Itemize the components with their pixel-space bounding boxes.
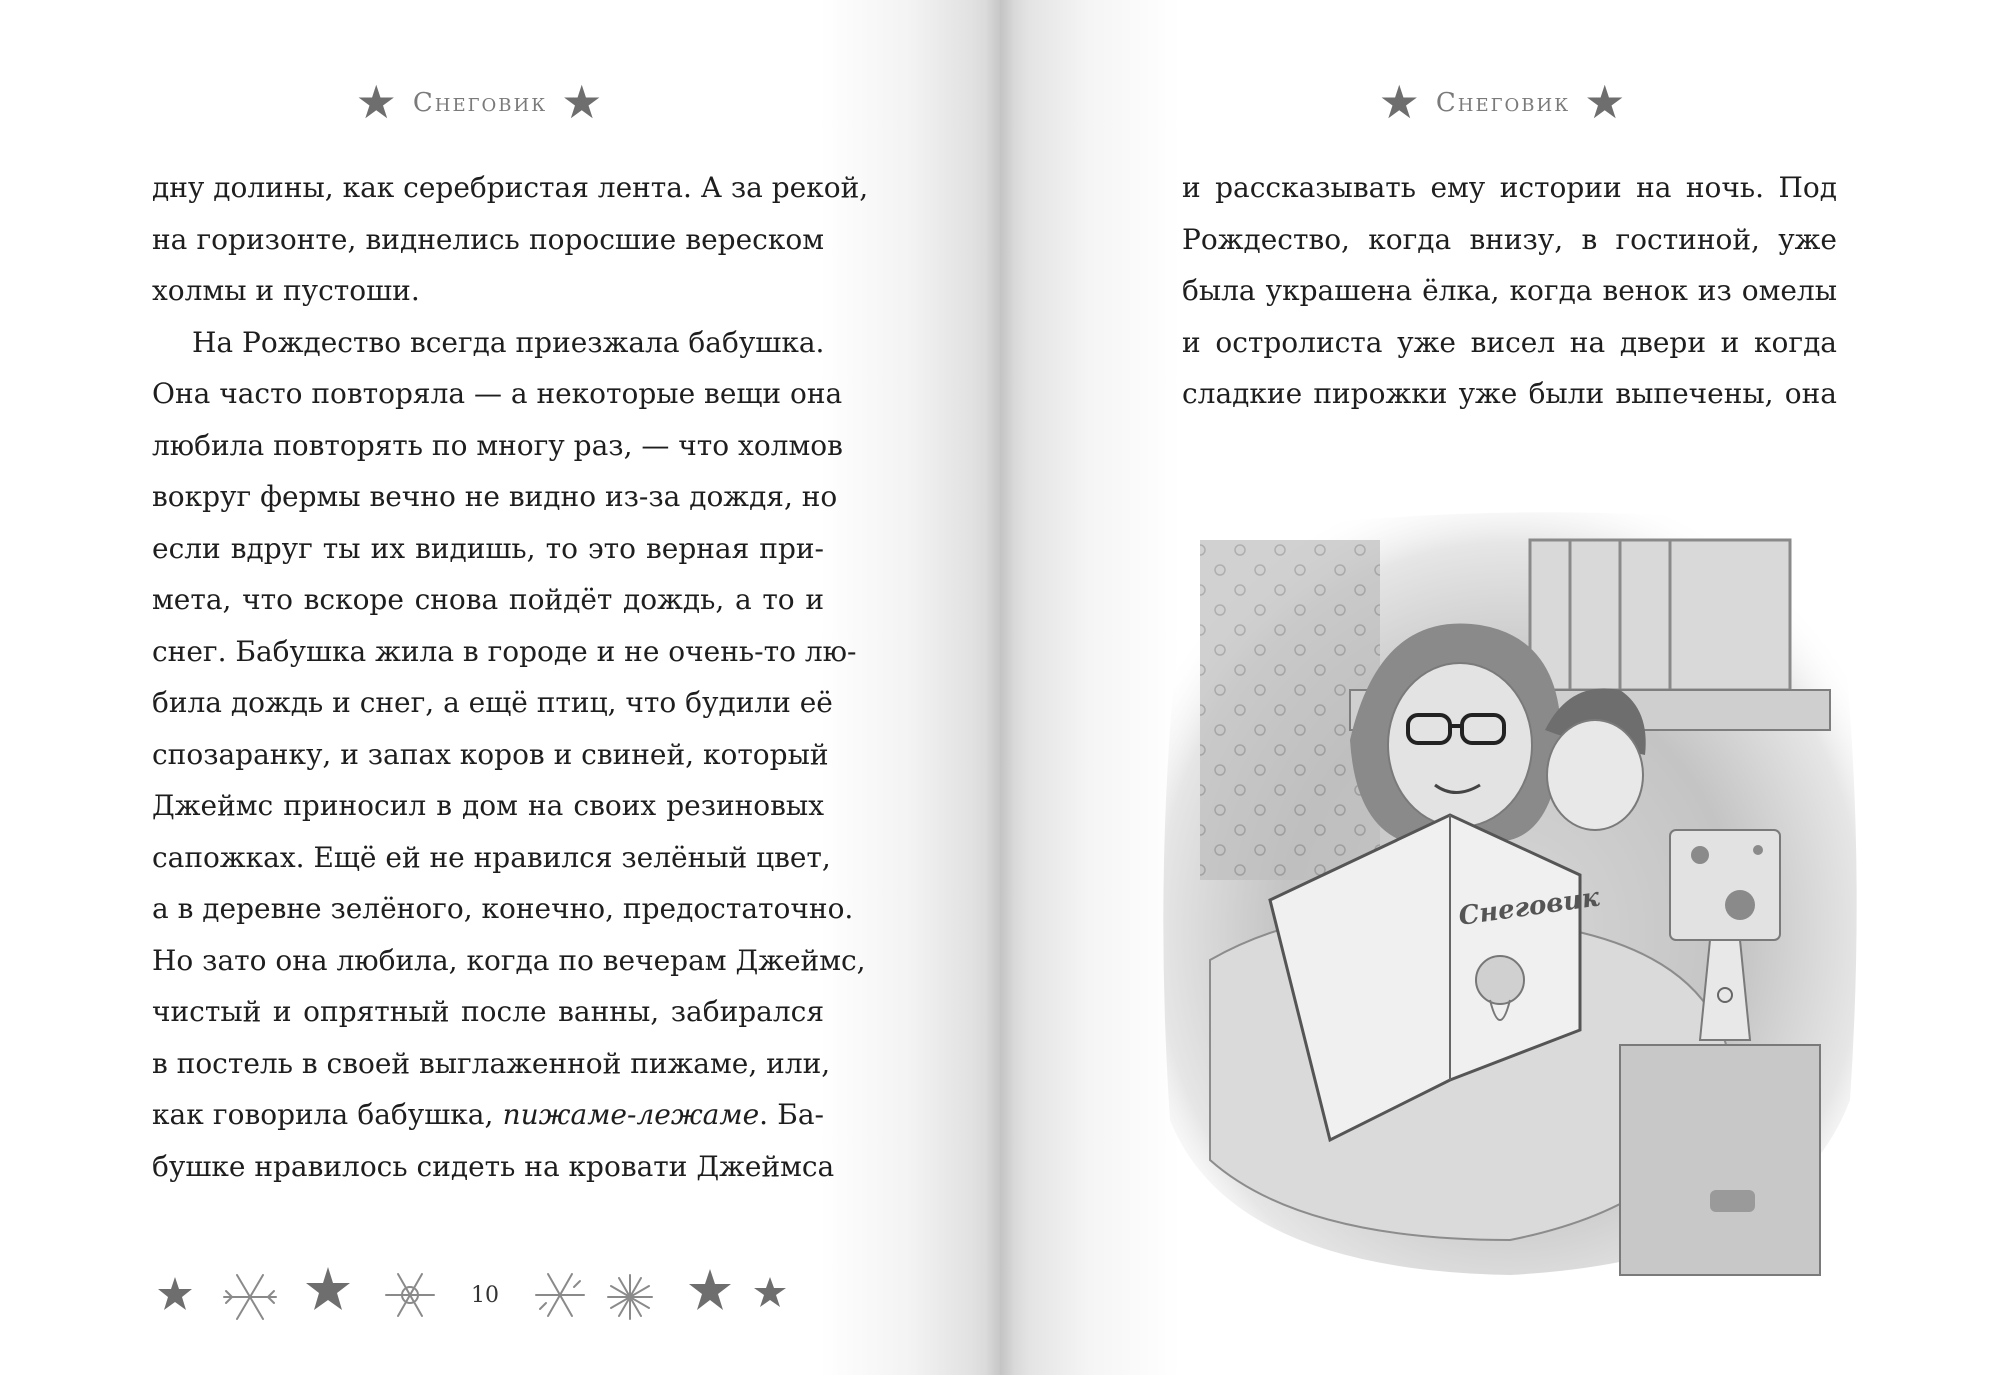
star-icon: ★	[1584, 75, 1628, 129]
star-icon: ★	[355, 75, 399, 129]
gutter-shadow	[985, 0, 1015, 1375]
left-body-text	[152, 162, 869, 1192]
text-line: чистый и опрятный после ванны, забирался	[152, 995, 824, 1028]
boy-face	[1547, 720, 1643, 830]
text-line: и рассказывать ему истории на ночь. Под	[1182, 171, 1837, 204]
text-line: а в деревне зелёного, конечно, предостаточно.	[152, 892, 854, 925]
text-line: в постель в своей выглаженной пижаме, или,	[152, 1046, 831, 1080]
running-head-title: Снеговик	[412, 88, 548, 118]
toy-car	[1710, 1190, 1755, 1212]
text-line: если вдруг ты их видишь, то это верная при-	[152, 531, 824, 565]
italic-term: пижаме-лежаме	[502, 1098, 760, 1131]
text-line: била дождь и снег, а ещё птиц, что будили её	[152, 686, 833, 719]
pencil-illustration-grandmother-reading	[1150, 500, 1870, 1280]
text-line: любила повторять по многу раз, — что холмов	[152, 428, 843, 462]
snowman-drawing	[1476, 956, 1524, 1004]
text-line: Рождество, когда внизу, в гостиной, уже	[1182, 222, 1837, 256]
text-line: на горизонте, виднелись поросшие вереском	[152, 222, 824, 256]
text-line: На Рождество всегда приезжала бабушка.	[192, 325, 825, 359]
text-line: Но зато она любила, когда по вечерам Джеймс,	[152, 943, 866, 977]
star-icon: ★	[561, 75, 605, 129]
bedside-table	[1620, 1045, 1820, 1275]
text-line: сапожках. Ещё ей не нравился зелёный цвет,	[152, 840, 831, 874]
text-line: мета, что вскоре снова пойдёт дождь, а то и	[152, 583, 824, 616]
text-line: и остролиста уже висел на двери и когда	[1182, 325, 1837, 359]
text-line: Джеймс приносил в дом на своих резиновых	[152, 789, 824, 822]
text-fragment: как говорила бабушка,	[152, 1098, 494, 1131]
page-number: 10	[471, 1283, 499, 1308]
star-icon	[689, 1269, 731, 1310]
lamp-shade	[1670, 830, 1780, 940]
snowflake-icon	[536, 1274, 584, 1316]
text-line	[152, 1089, 824, 1141]
snowflake-icon	[608, 1275, 652, 1319]
star-icon	[306, 1267, 350, 1310]
text-line: Она часто повторяла — а некоторые вещи она	[152, 377, 843, 410]
star-icon	[158, 1277, 192, 1310]
left-running-head	[330, 72, 630, 132]
text-line: сладкие пирожки уже были выпечены, она	[1182, 377, 1837, 410]
snowflake-icon	[224, 1275, 276, 1319]
book-cover-title: Снеговик	[1456, 882, 1602, 932]
text-line: спозаранку, и запах коров и свиней, который	[152, 737, 829, 771]
snowflake-icon	[386, 1274, 434, 1316]
rocket-lamp-base	[1700, 940, 1750, 1040]
star-icon	[754, 1277, 786, 1307]
text-line: снег. Бабушка жила в городе и не очень-то лю-	[152, 634, 857, 668]
text-line: холмы и пустоши.	[152, 274, 420, 307]
text-line: вокруг фермы вечно не видно из-за дождя, но	[152, 480, 838, 513]
text-line: дну долины, как серебристая лента. А за рекой,	[152, 171, 869, 204]
right-body-text	[1182, 162, 1837, 420]
grandmother-face	[1388, 663, 1532, 827]
running-head-title: Снеговик	[1435, 88, 1571, 118]
right-running-head	[1353, 72, 1653, 132]
text-line: бушке нравилось сидеть на кровати Джеймса	[152, 1149, 835, 1183]
text-fragment: . Ба-	[759, 1098, 825, 1131]
star-icon: ★	[1378, 75, 1422, 129]
text-line: была украшена ёлка, когда венок из омелы	[1182, 274, 1837, 307]
